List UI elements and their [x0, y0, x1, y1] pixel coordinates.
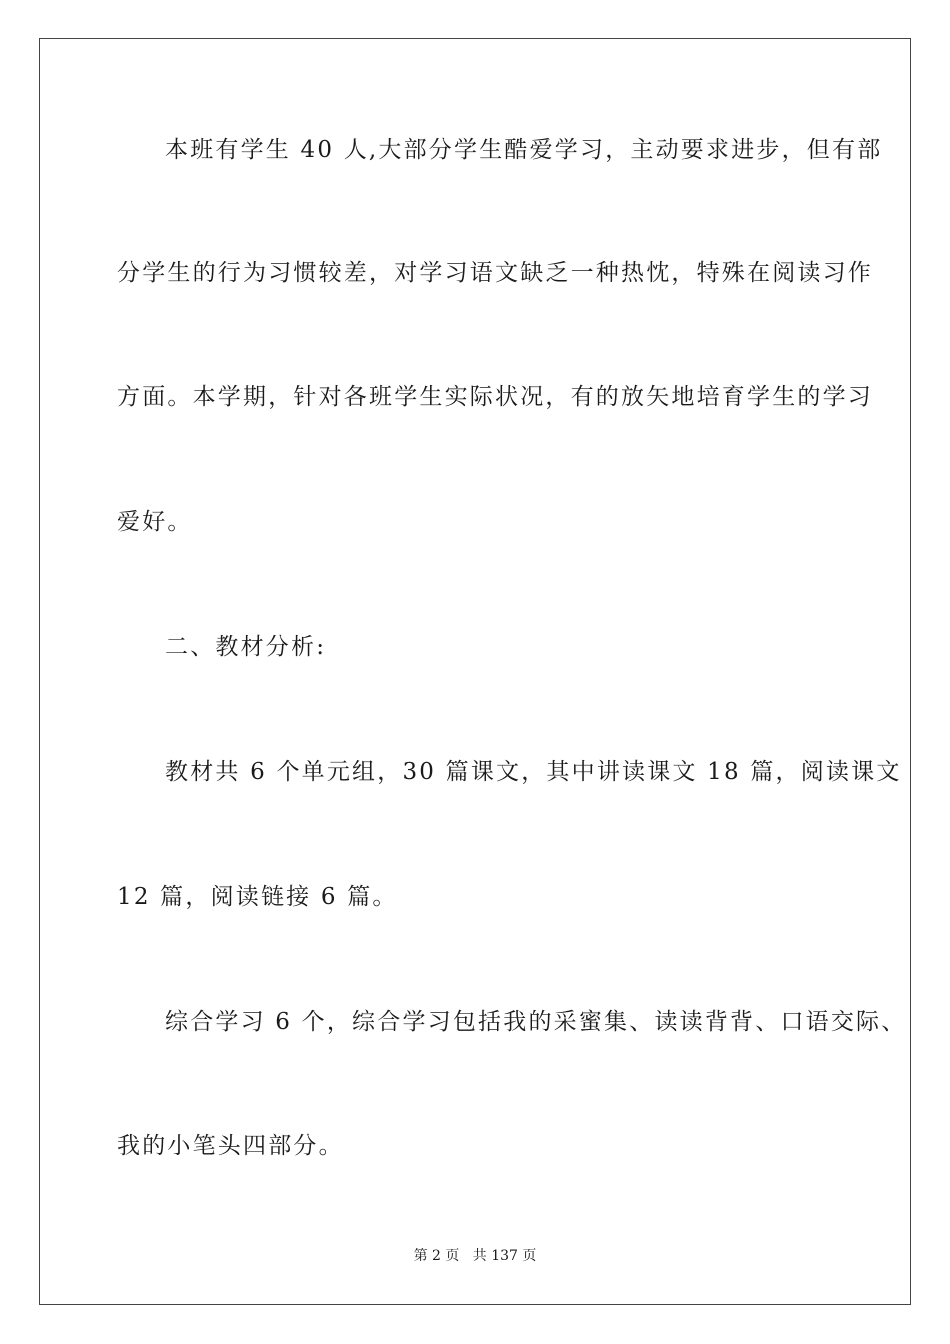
page-border — [39, 38, 911, 1305]
paragraph-line: 教材共 6 个单元组，30 篇课文，其中讲读课文 18 篇，阅读课文 — [165, 759, 902, 785]
paragraph-line: 方面。本学期，针对各班学生实际状况，有的放矢地培育学生的学习 — [117, 384, 873, 410]
section-heading: 二、教材分析: — [165, 634, 327, 660]
paragraph-line: 综合学习 6 个，综合学习包括我的采蜜集、读读背背、口语交际、 — [165, 1009, 907, 1035]
paragraph-line: 12 篇，阅读链接 6 篇。 — [117, 884, 398, 910]
paragraph-line: 我的小笔头四部分。 — [117, 1133, 344, 1159]
paragraph-line: 分学生的行为习惯较差，对学习语文缺乏一种热忱，特殊在阅读习作 — [117, 260, 873, 286]
paragraph-line: 本班有学生 40 人,大部分学生酷爱学习，主动要求进步，但有部 — [165, 137, 883, 163]
paragraph-line: 爱好。 — [117, 509, 193, 535]
page-number-footer: 第 2 页 共 137 页 — [413, 1248, 537, 1264]
